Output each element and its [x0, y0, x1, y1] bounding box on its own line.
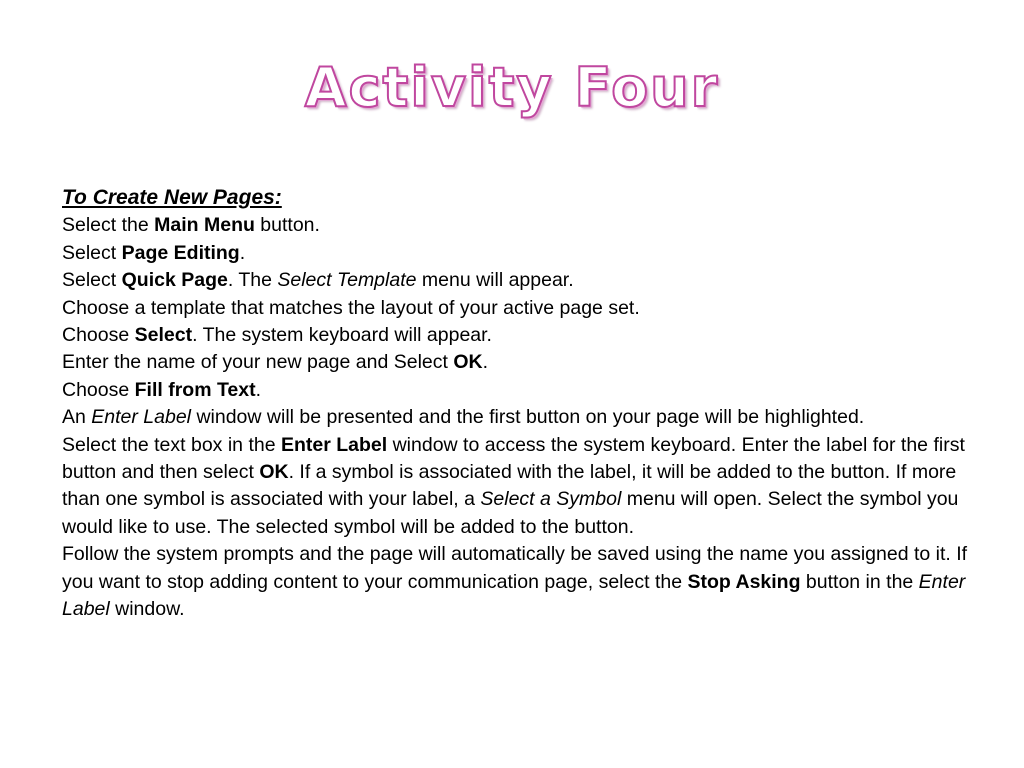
step-text: Select: [62, 241, 122, 264]
instructions-body: [62, 184, 972, 624]
step-follow-prompts: [62, 541, 972, 623]
window-name: Enter Label: [91, 406, 192, 429]
step-text: window to access the system keyboard. Enter the label for the first button and then select: [62, 433, 965, 484]
window-name: Select a Symbol: [480, 488, 622, 511]
step-page-editing: [62, 240, 972, 267]
step-text: . The: [227, 269, 278, 292]
instructions-heading: To Create New Pages:: [62, 186, 282, 209]
step-text: Select the: [62, 214, 155, 237]
step-text: button in the: [800, 570, 919, 593]
ui-term: OK: [453, 351, 483, 374]
step-text: button.: [254, 214, 320, 237]
step-quick-page: [62, 267, 972, 294]
ui-term: Stop Asking: [687, 570, 801, 593]
step-text: Choose a template that matches the layout of your active page set.: [62, 296, 640, 319]
ui-term: OK: [259, 461, 289, 484]
step-text: An: [62, 406, 92, 429]
step-text: .: [239, 241, 246, 264]
step-text: Enter the name of your new page and Select: [62, 351, 454, 374]
step-enter-name: [62, 349, 972, 376]
step-text: Select the text box in the: [62, 433, 281, 456]
step-fill-from-text: [62, 377, 972, 404]
ui-term: Main Menu: [154, 214, 255, 237]
step-text: .: [482, 351, 489, 374]
step-text: Choose: [62, 324, 135, 347]
step-text: Select: [62, 269, 122, 292]
window-name: Enter Label: [62, 570, 966, 621]
step-enter-label-window: [62, 404, 972, 431]
ui-term: Enter Label: [280, 433, 388, 456]
step-choose-select: [62, 322, 972, 349]
ui-term: Page Editing: [121, 241, 240, 264]
step-text: Follow the system prompts and the page will automatically be saved using the name you assigned to it. If you want to stop adding content to your communication page, select the: [62, 543, 968, 593]
step-choose-template: [62, 295, 972, 322]
ui-term: Select: [134, 324, 193, 347]
slide-title: Activity Four: [304, 56, 720, 119]
ui-term: Quick Page: [121, 269, 228, 292]
ui-term: Fill from Text: [134, 378, 256, 401]
step-text: . The system keyboard will appear.: [192, 324, 492, 347]
step-enter-label-text: [62, 432, 972, 542]
step-text: menu will open. Select the symbol you would like to use. The selected symbol will be added to the button.: [62, 488, 959, 538]
step-text: .: [255, 378, 262, 401]
step-text: window will be presented and the first button on your page will be highlighted.: [191, 406, 865, 429]
step-text: Choose: [62, 378, 135, 401]
step-main-menu: [62, 212, 972, 239]
step-text: . If a symbol is associated with the label, it will be added to the button. If more than one symbol is associated with your label, a: [62, 461, 957, 511]
step-text: window.: [109, 598, 185, 621]
step-text: menu will appear.: [416, 269, 574, 292]
window-name: Select Template: [277, 269, 417, 292]
